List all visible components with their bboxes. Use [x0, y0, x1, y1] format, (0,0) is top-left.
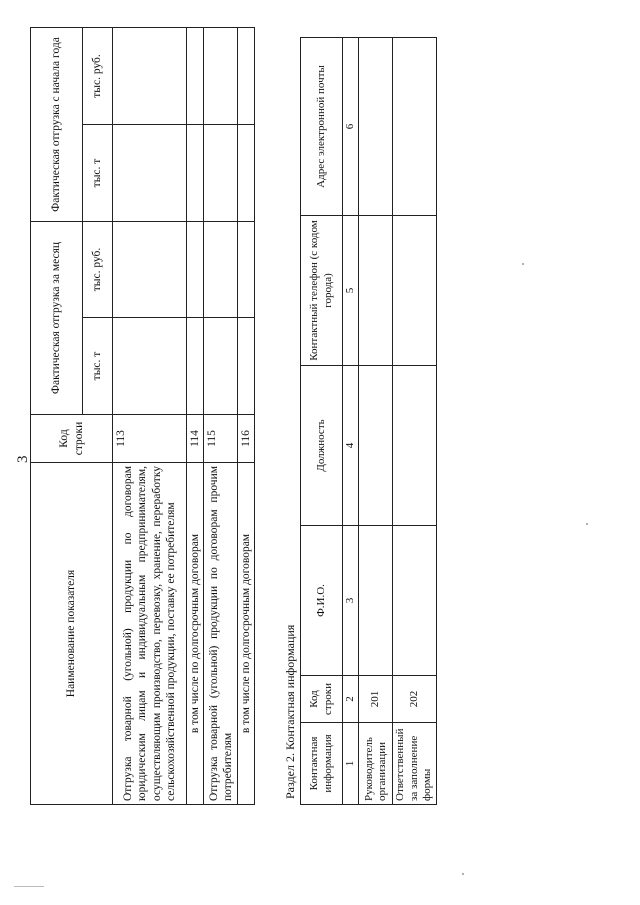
row-name: в том числе по долгосрочным договорам — [187, 463, 204, 805]
cell-empty — [113, 125, 187, 222]
scan-artifact — [522, 263, 524, 265]
row-code: 113 — [113, 415, 187, 463]
column-numbers-row — [343, 38, 359, 805]
page-number: 3 — [15, 455, 31, 463]
unit-monthly-t: тыс. т — [83, 318, 113, 415]
section-2-title: Раздел 2. Контактная информация — [283, 624, 297, 799]
cell-empty — [187, 318, 204, 415]
cell-empty — [238, 28, 255, 125]
cell-empty — [359, 216, 393, 366]
cell-empty — [113, 222, 187, 318]
cell-empty — [187, 28, 204, 125]
cell-empty — [238, 222, 255, 318]
contact-label: Руководитель организации — [359, 723, 393, 805]
cell-empty — [113, 28, 187, 125]
col-number: 2 — [343, 676, 359, 723]
contact-table — [300, 37, 437, 805]
row-name: Отгрузка товарной (угольной) продукции по договорам юридическим лицам и индивидуальным предпринимателям, осуществляющим производство, перевозку, хранение, переработку сельскохозяйственной продукции, поставку ее потребителям — [113, 463, 187, 805]
col-number: 3 — [343, 526, 359, 676]
col-header-email: Адрес электронной почты — [301, 38, 343, 216]
col-number: 4 — [343, 366, 359, 526]
cell-empty — [113, 318, 187, 415]
cell-empty — [204, 222, 238, 318]
unit-ytd-rub: тыс. руб. — [83, 28, 113, 125]
unit-monthly-rub: тыс. руб. — [83, 222, 113, 318]
table-row — [204, 28, 238, 805]
cell-empty — [359, 38, 393, 216]
cell-empty — [393, 526, 436, 676]
table-header-row — [31, 28, 83, 805]
shipment-table — [30, 27, 255, 805]
col-header-code: Код строки — [301, 676, 343, 723]
col-header-code: Код строки — [31, 415, 113, 463]
col-header-ytd: Фактическая отгрузка с начала года — [31, 28, 83, 222]
table-row — [113, 28, 187, 805]
contact-row — [359, 38, 393, 805]
cell-empty — [393, 216, 436, 366]
scan-artifact — [14, 886, 44, 887]
col-header-monthly: Фактическая отгрузка за месяц — [31, 222, 83, 415]
cell-empty — [238, 318, 255, 415]
contact-row — [393, 38, 436, 805]
col-number: 1 — [343, 723, 359, 805]
cell-empty — [393, 366, 436, 526]
cell-empty — [238, 125, 255, 222]
row-name: Отгрузка товарной (угольной) продукции по договорам прочим потребителям — [204, 463, 238, 805]
contact-code: 201 — [359, 676, 393, 723]
col-header-fio: Ф.И.О. — [301, 526, 343, 676]
row-name: в том числе по долгосрочным договорам — [238, 463, 255, 805]
cell-empty — [359, 526, 393, 676]
col-number: 6 — [343, 38, 359, 216]
col-number: 5 — [343, 216, 359, 366]
col-header-name: Наименование показателя — [31, 463, 113, 805]
contact-label: Ответственный за заполнение формы — [393, 723, 436, 805]
unit-ytd-t: тыс. т — [83, 125, 113, 222]
cell-empty — [393, 38, 436, 216]
cell-empty — [359, 366, 393, 526]
col-header-position: Должность — [301, 366, 343, 526]
cell-empty — [204, 318, 238, 415]
contact-code: 202 — [393, 676, 436, 723]
scan-artifact — [586, 523, 588, 525]
contact-header-row — [301, 38, 343, 805]
cell-empty — [204, 125, 238, 222]
cell-empty — [187, 222, 204, 318]
row-code: 115 — [204, 415, 238, 463]
cell-empty — [204, 28, 238, 125]
col-header-info: Контактная информация — [301, 723, 343, 805]
row-code: 114 — [187, 415, 204, 463]
row-code: 116 — [238, 415, 255, 463]
col-header-phone: Контактный телефон (с кодом города) — [301, 216, 343, 366]
scan-artifact — [462, 873, 464, 875]
table-row — [238, 28, 255, 805]
cell-empty — [187, 125, 204, 222]
table-row — [187, 28, 204, 805]
